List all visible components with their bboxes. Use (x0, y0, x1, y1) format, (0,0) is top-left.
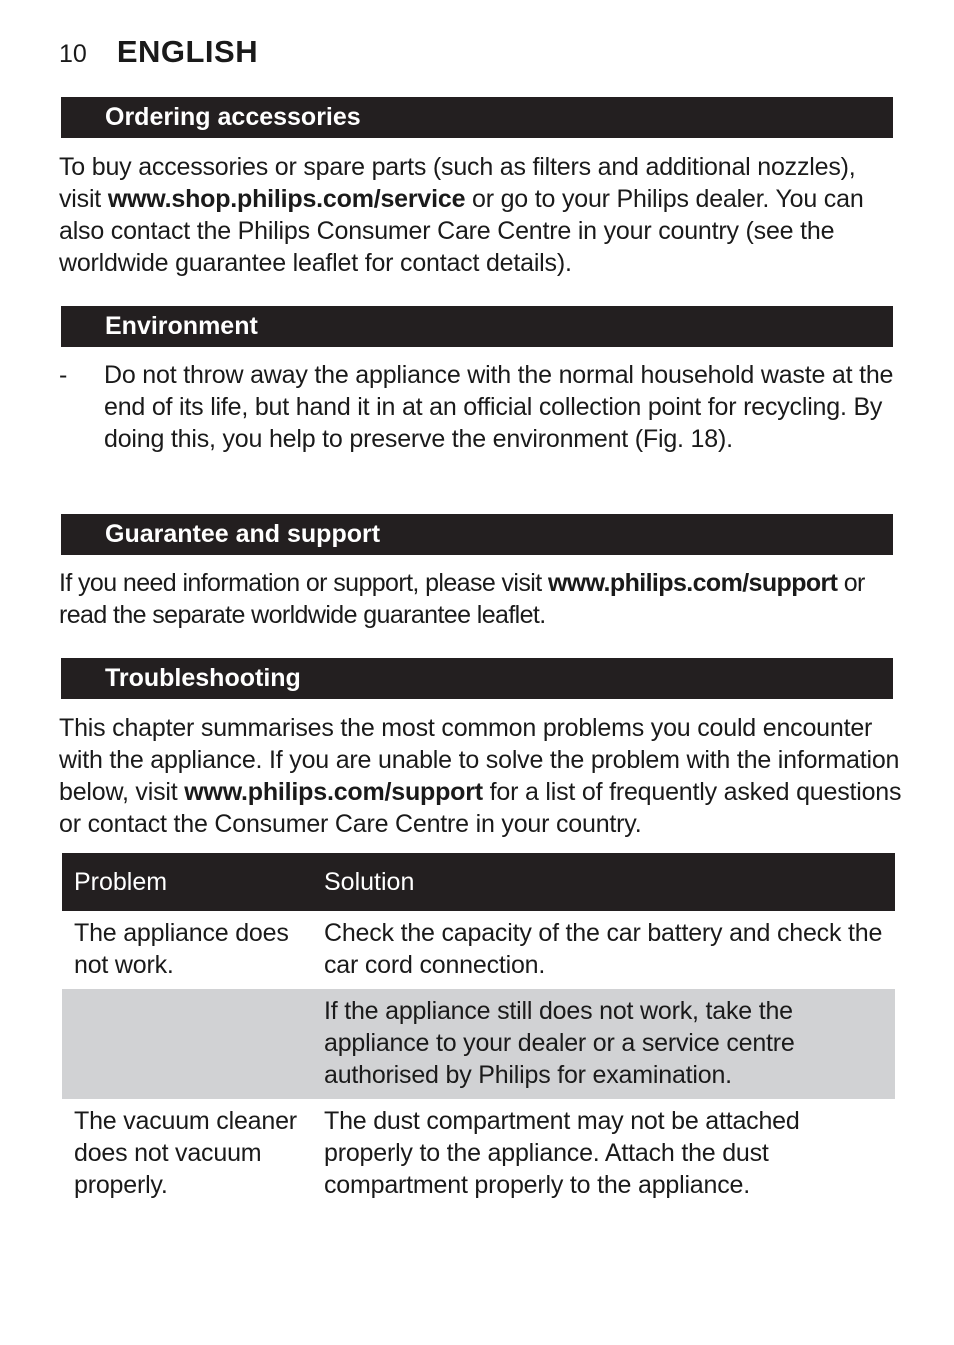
environment-bullet-text: Do not throw away the appliance with the normal household waste at the end of its life, but hand it in at an official collection point for recycling. By doing this, you help to preserve the environment (Fig. 18). (104, 361, 894, 453)
header-solution: Solution (312, 853, 895, 911)
page-header (59, 34, 258, 74)
page-number: 10 (59, 40, 87, 68)
table-row (62, 989, 895, 1099)
language-heading: ENGLISH (116, 34, 259, 69)
troubleshooting-link[interactable]: www.philips.com/support (184, 778, 483, 806)
bullet-dash: - (59, 361, 68, 389)
section-title-ordering: Ordering accessories (61, 97, 893, 138)
troubleshooting-text-2: for a list of frequently asked questions or contact the Consumer Care Centre in your country. (59, 778, 902, 838)
guarantee-text-1: If you need information or support, please visit (59, 569, 548, 597)
troubleshooting-text-1: This chapter summarises the most common problems you could encounter with the appliance. If you are unable to solve the problem with the information below, visit (59, 714, 900, 806)
section-title-environment: Environment (61, 306, 893, 347)
guarantee-paragraph (59, 567, 904, 631)
ordering-text-2: or go to your Philips dealer. You can also contact the Philips Consumer Care Centre in your country (see the worldwide guarantee leaflet for contact details). (59, 185, 864, 277)
troubleshooting-table (62, 853, 895, 1209)
ordering-text-1: To buy accessories or spare parts (such as filters and additional nozzles), visit (59, 153, 856, 213)
section-title-troubleshooting: Troubleshooting (61, 658, 893, 699)
ordering-paragraph (59, 151, 904, 279)
solution-cell: Check the capacity of the car battery and check the car cord connection. (324, 919, 883, 979)
header-problem: Problem (62, 853, 312, 911)
ordering-link[interactable]: www.shop.philips.com/service (107, 185, 466, 213)
section-title-guarantee: Guarantee and support (61, 514, 893, 555)
guarantee-text-2: or read the separate worldwide guarantee leaflet. (59, 569, 865, 629)
problem-cell: The appliance does not work. (74, 919, 289, 979)
problem-cell: The vacuum cleaner does not vacuum properly. (74, 1107, 297, 1199)
solution-cell: If the appliance still does not work, take the appliance to your dealer or a service centre authorised by Philips for examination. (312, 989, 895, 1099)
troubleshooting-paragraph (59, 712, 904, 840)
table-header-row (62, 853, 895, 911)
table-row (62, 1099, 895, 1209)
table-row (62, 911, 895, 989)
solution-cell: The dust compartment may not be attached properly to the appliance. Attach the dust compartment properly to the appliance. (324, 1107, 800, 1199)
problem-cell (62, 989, 312, 1099)
guarantee-link[interactable]: www.philips.com/support (547, 569, 838, 597)
